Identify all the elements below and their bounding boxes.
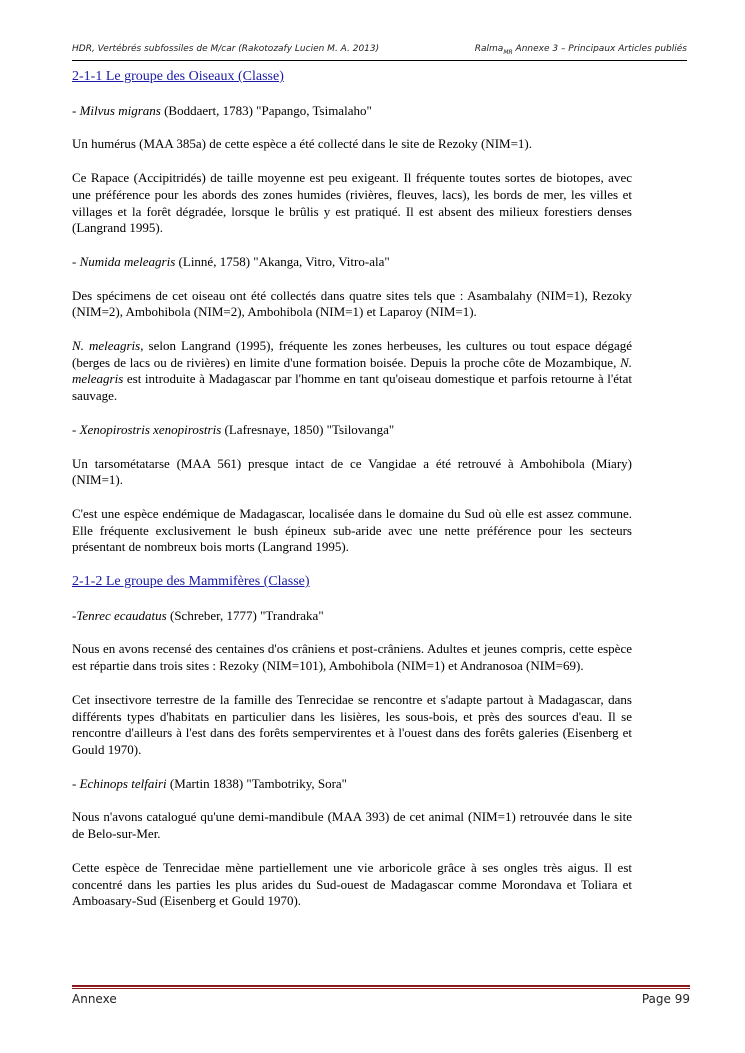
page-number: Page 99: [641, 992, 690, 1006]
species-name: Echinops telfairi: [79, 775, 167, 791]
birds-heading-link[interactable]: 2-1-1 Le groupe des Oiseaux (Classe): [72, 69, 284, 84]
header-right-sub: MR: [503, 48, 513, 56]
species-name: Tenrec ecaudatus: [76, 607, 167, 623]
paragraph: Un tarsométatarse (MAA 561) presque intact de ce Vangidae a été retrouvé à Ambohibola (Miary) (NIM=1).: [72, 455, 632, 488]
header-left-text: HDR, Vertébrés subfossiles de M/car (Rakotozafy Lucien M. A. 2013): [72, 44, 380, 54]
species-title-numida: - Numida meleagris (Linné, 1758) "Akanga, Vitro, Vitro-ala": [72, 253, 390, 269]
paragraph: Un humérus (MAA 385a) de cette espèce a été collecté dans le site de Rezoky (NIM=1).: [72, 136, 532, 152]
paragraph: C'est une espèce endémique de Madagascar, localisée dans le domaine du Sud où elle est assez commune. Elle fréquente exclusivement le bush épineux sub-aride avec une nette préférence pour les secteurs présentant de nombreux bois morts (Langrand 1995).: [72, 505, 632, 555]
paragraph: Nous n'avons catalogué qu'une demi-mandibule (MAA 393) de cet animal (NIM=1) retrouvée dans le site de Belo-sur-Mer.: [72, 809, 632, 842]
footer-rule: [72, 985, 690, 987]
paragraph: Cet insectivore terrestre de la famille des Tenrecidae se rencontre et s'adapte partout à Madagascar, dans différents types d'habitats en particulier dans les lisières, les sous-bois, et près des sources d'eau. Il se rencontre d'ailleurs à l'est dans des forêts sempervirentes et à l'ouest dans des forêts galeries (Eisenberg et Gould 1970).: [72, 691, 632, 757]
running-footer: [72, 992, 690, 1010]
species-title-xenopirostris: - Xenopirostris xenopirostris (Lafresnaye, 1850) "Tsilovanga": [72, 421, 395, 437]
paragraph: Des spécimens de cet oiseau ont été collectés dans quatre sites tels que : Asambalahy (NIM=1), Rezoky (NIM=2), Ambohibola (NIM=2), Ambohibola (NIM=1) et Laparoy (NIM=1).: [72, 287, 632, 320]
main-content: [72, 68, 632, 910]
footer-left-text: Annexe: [72, 992, 117, 1006]
mammals-heading-link[interactable]: 2-1-2 Le groupe des Mammifères (Classe): [72, 574, 310, 590]
running-header: [72, 44, 687, 60]
species-title-echinops: - Echinops telfairi (Martin 1838) "Tambotriky, Sora": [72, 775, 347, 791]
header-right-text: [475, 44, 687, 56]
species-name: Milvus migrans: [79, 102, 161, 118]
species-title-tenrec: -Tenrec ecaudatus (Schreber, 1777) "Trandraka": [72, 607, 324, 623]
paragraph: Cette espèce de Tenrecidae mène partiellement une vie arboricole grâce à ses ongles très aigus. Il est concentré dans les parties les plus arides du Sud-ouest de Madagascar comme Morondava et Toliara et Amboasary-Sud (Eisenberg et Gould 1970).: [72, 859, 632, 909]
species-name: Xenopirostris xenopirostris: [79, 421, 222, 437]
header-right-suffix: Annexe 3 – Principaux Articles publiés: [512, 44, 687, 54]
header-rule: [72, 60, 687, 61]
paragraph: Ce Rapace (Accipitridés) de taille moyenne est peu exigeant. Il fréquente toutes sortes de biotopes, avec une préférence pour les abords des zones humides (rivières, fleuves, lacs), les bords de mer, les villes et villages et la forêt dégradée, lorsque le brûlis y est pratiqué. Il est absent des milieux forestiers denses (Langrand 1995).: [72, 170, 632, 236]
paragraph: N. meleagris, selon Langrand (1995), fréquente les zones herbeuses, les cultures ou tout espace dégagé (berges de lacs ou de rivières) en limite d'une formation boisée. Depuis la proche côte de Mozambique, N. meleagris est introduite à Madagascar par l'homme en tant qu'oiseau domestique et parfois retourne à l'état sauvage.: [72, 338, 632, 404]
species-title-milvus: - Milvus migrans (Boddaert, 1783) "Papango, Tsimalaho": [72, 102, 372, 118]
footer-rule-thin: [72, 988, 690, 989]
paragraph: Nous en avons recensé des centaines d'os crâniens et post-crâniens. Adultes et jeunes compris, cette espèce est répartie dans trois sites : Rezoky (NIM=101), Ambohibola (NIM=1) et Andranosoa (NIM=69).: [72, 641, 632, 674]
section-heading-mammals[interactable]: [72, 573, 632, 591]
section-heading-birds[interactable]: [72, 68, 632, 86]
species-name: Numida meleagris: [79, 253, 176, 269]
header-right-prefix: Ralma: [474, 44, 504, 54]
